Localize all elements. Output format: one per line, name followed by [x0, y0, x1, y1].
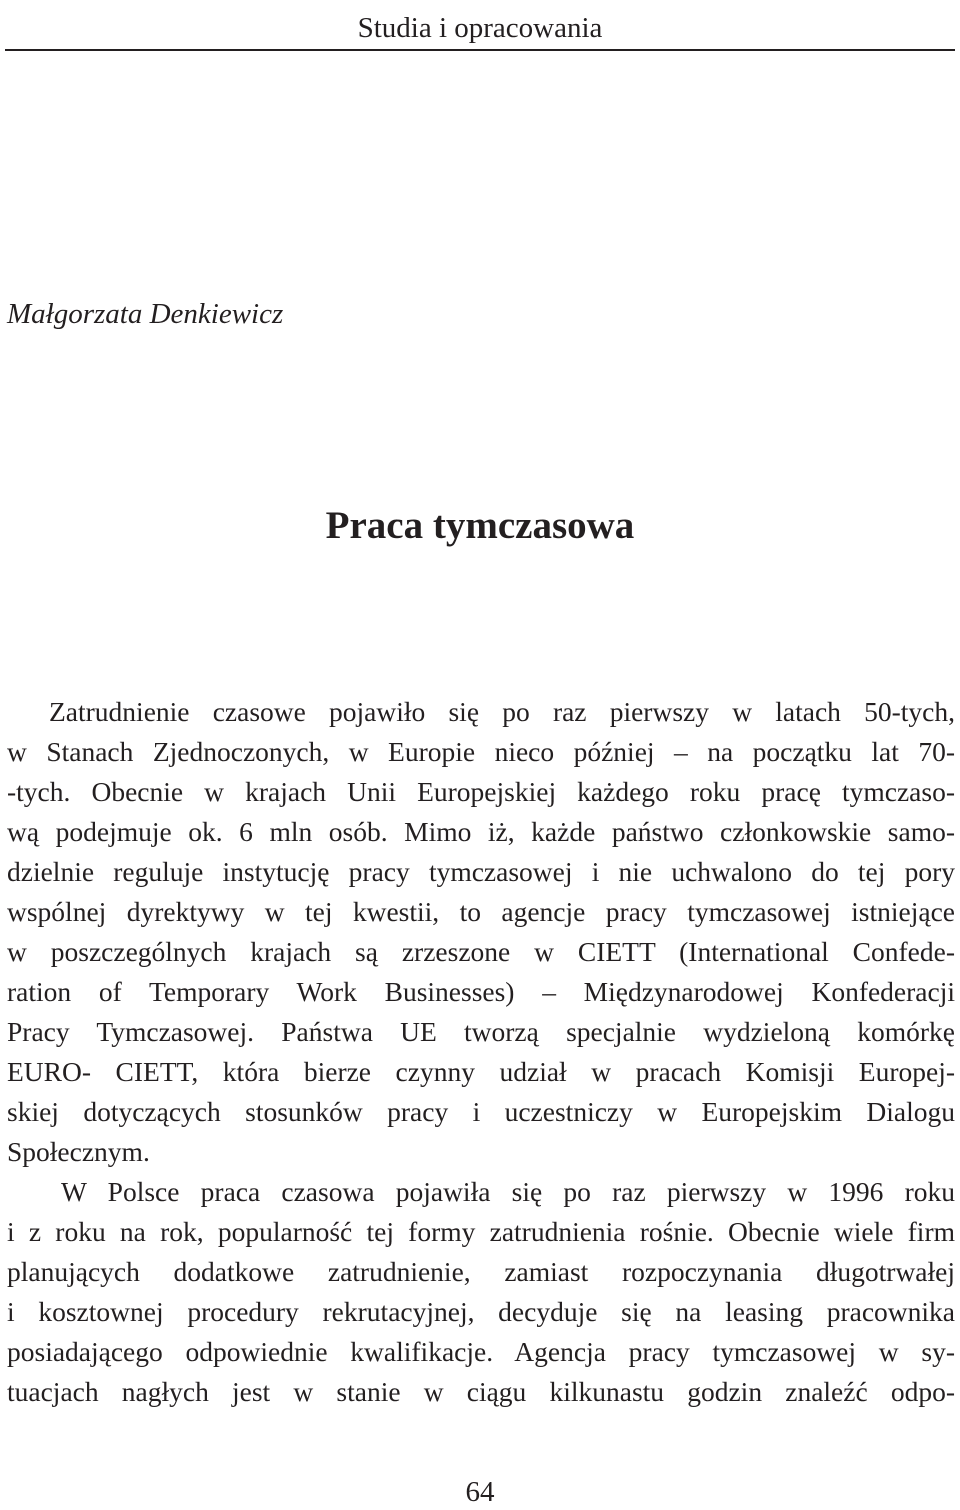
running-header [0, 0, 960, 52]
paragraph-line: Pracy Tymczasowej. Państwa UE tworzą specjalnie wydzieloną komórkę [7, 1016, 955, 1047]
running-header-title: Studia i opracowania [357, 12, 603, 44]
paragraph-line: wą podejmuje ok. 6 mln osób. Mimo iż, każde państwo członkowskie samo- [7, 816, 955, 847]
paragraph-line: posiadającego odpowiednie kwalifikacje. Agencja pracy tymczasowej w sy- [7, 1336, 955, 1367]
page-number: 64 [465, 1476, 495, 1508]
paragraph-line: skiej dotyczących stosunków pracy i uczestniczy w Europejskim Dialogu [7, 1096, 955, 1127]
paragraph-line: -tych. Obecnie w krajach Unii Europejskiej każdego roku pracę tymczaso- [7, 776, 955, 807]
paragraph-line: i z roku na rok, popularność tej formy zatrudnienia rośnie. Obecnie wiele firm [7, 1216, 955, 1247]
paragraph-line: wspólnej dyrektywy w tej kwestii, to agencje pracy tymczasowej istniejące [7, 896, 955, 927]
paragraph-last-line: Społecznym. [7, 1136, 150, 1167]
paragraph-line: w Stanach Zjednoczonych, w Europie nieco później – na początku lat 70- [7, 736, 955, 767]
header-divider [5, 49, 955, 51]
paragraph-line: tuacjach nagłych jest w stanie w ciągu kilkunastu godzin znaleźć odpo- [7, 1376, 955, 1407]
article-author: Małgorzata Denkiewicz [7, 298, 284, 330]
paragraph-line: w poszczególnych krajach są zrzeszone w CIETT (International Confede- [7, 936, 955, 967]
paragraph-line: ration of Temporary Work Businesses) – Międzynarodowej Konfederacji [7, 976, 955, 1007]
paragraph-line: EURO- CIETT, która bierze czynny udział w pracach Komisji Europej- [7, 1056, 955, 1087]
article-body [7, 692, 955, 1412]
paragraph-line: i kosztownej procedury rekrutacyjnej, decyduje się na leasing pracownika [7, 1296, 955, 1327]
paragraph-line: planujących dodatkowe zatrudnienie, zamiast rozpoczynania długotrwałej [7, 1256, 955, 1287]
paragraph-line: W Polsce praca czasowa pojawiła się po raz pierwszy w 1996 roku [61, 1176, 955, 1207]
paragraph-line: dzielnie reguluje instytucję pracy tymczasowej i nie uchwalono do tej pory [7, 856, 955, 887]
article-title: Praca tymczasowa [325, 504, 635, 547]
paragraph-line: Zatrudnienie czasowe pojawiło się po raz pierwszy w latach 50-tych, [49, 696, 955, 727]
